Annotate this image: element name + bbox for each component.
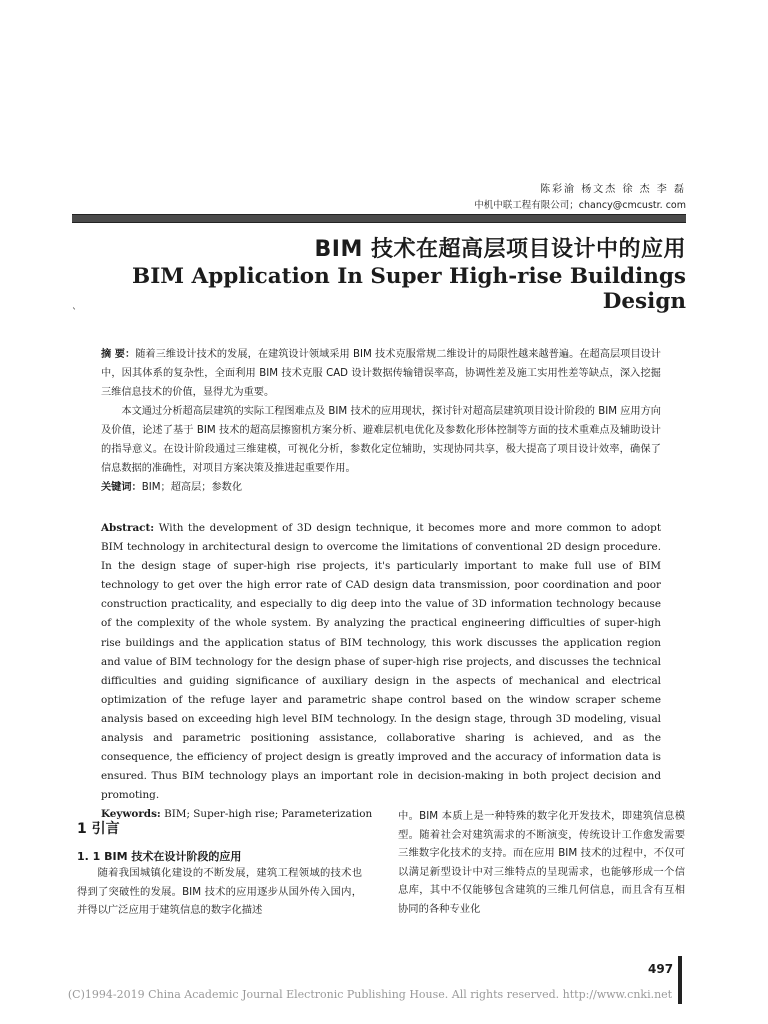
author-affiliation: 中机中联工程有限公司；chancy@cmcustr. com xyxy=(474,200,686,211)
abstract-zh-paragraph-1: 随着三维设计技术的发展，在建筑设计领域采用 BIM 技术克服常规二维设计的局限性越来越普遍。在超高层项目设计中，因其体系的复杂性，全面利用 BIM 技术克服 CAD 设计数据传输错误率高，协调性差及施工实用性差等缺点，深入挖掘三维信息技术的价值，显得尤为重要。 xyxy=(101,349,661,398)
keywords-en-label: Keywords: xyxy=(101,808,161,821)
body-right-column xyxy=(398,807,685,918)
keywords-zh-label: 关键词： xyxy=(101,482,142,493)
body-left-column xyxy=(77,864,362,920)
body-right-paragraph: 中。BIM 本质上是一种特殊的数字化开发技术，即建筑信息模型。随着社会对建筑需求的不断演变，传统设计工作愈发需要三维数字化技术的支持。而在应用 BIM 技术的过程中，不仅可以满足新型设计中对三维特点的呈现需求，也能够形成一个信息库，其中不仅能够包含建筑的三维几何信息，而且含有互相协同的各种专业化 xyxy=(398,810,685,915)
subsection-heading: 1. 1 BIM 技术在设计阶段的应用 xyxy=(77,850,242,863)
abstract-en-label: Abstract: xyxy=(101,522,155,534)
keywords-en-value: BIM; Super-high rise; Parameterization xyxy=(164,808,373,821)
title-chinese: BIM 技术在超高层项目设计中的应用 xyxy=(314,237,686,262)
body-left-paragraph: 随着我国城镇化建设的不断发展，建筑工程领域的技术也得到了突破性的发展。BIM 技术的应用逐步从国外传入国内，并得以广泛应用于建筑信息的数字化描述 xyxy=(77,867,362,916)
copyright-footer: (C)1994-2019 China Academic Journal Electronic Publishing House. All rights reserved. http://www.cnki.net xyxy=(67,988,673,1001)
title-english: BIM Application In Super High-rise Buildings Design xyxy=(132,264,686,314)
section-heading: 1 引言 xyxy=(77,821,120,837)
keywords-zh-value: BIM；超高层；参数化 xyxy=(141,482,243,493)
abstract-english xyxy=(101,519,661,825)
abstract-zh-label: 摘 要： xyxy=(101,349,136,360)
author-names: 陈彩渝 杨文杰 徐 杰 李 磊 xyxy=(540,184,686,195)
stray-mark: ` xyxy=(72,308,77,319)
page-number: 497 xyxy=(648,962,674,976)
abstract-zh-paragraph-2: 本文通过分析超高层建筑的实际工程图难点及 BIM 技术的应用现状，探讨针对超高层建筑项目设计阶段的 BIM 应用方向及价值，论述了基于 BIM 技术的超高层擦窗机方案分析、避难层机电优化及参数化形体控制等方面的技术重难点及辅助设计的指导意义。在设计阶段通过三维建模，可视化分析，参数化定位辅助，实现协同共享，极大提高了项目设计效率，确保了信息数据的准确性，对项目方案决策及推进起重要作用。 xyxy=(101,406,661,474)
header-rule xyxy=(72,214,686,223)
abstract-en-text: With the development of 3D design technique, it becomes more and more common to adopt BIM technology in architectural design to overcome the limitations of conventional 2D design procedure. In the design stage of super-high rise projects, it's particularly important to make full use of BIM technology to get over the high error rate of CAD design data transmission, poor coordination and poor construction practicality, and especially to dig deep into the value of 3D information technology because of the complexity of the whole system. By analyzing the practical engineering difficulties of super-high rise buildings and the application status of BIM technology, this work discusses the application region and value of BIM technology for the design phase of super-high rise projects, and discusses the technical difficulties and guiding significance of auxiliary design in the aspects of mechanical and electrical optimization of the refuge layer and parametric shape control based on the window scraper scheme analysis based on exceeding high level BIM technology. In the design stage, through 3D modeling, visual analysis and parametric positioning assistance, collaborative sharing is achieved, and as the consequence, the efficiency of project design is greatly improved and the accuracy of information data is ensured. Thus BIM technology plays an important role in decision-making in both project decision and promoting. xyxy=(101,522,662,802)
abstract-chinese xyxy=(101,345,661,497)
